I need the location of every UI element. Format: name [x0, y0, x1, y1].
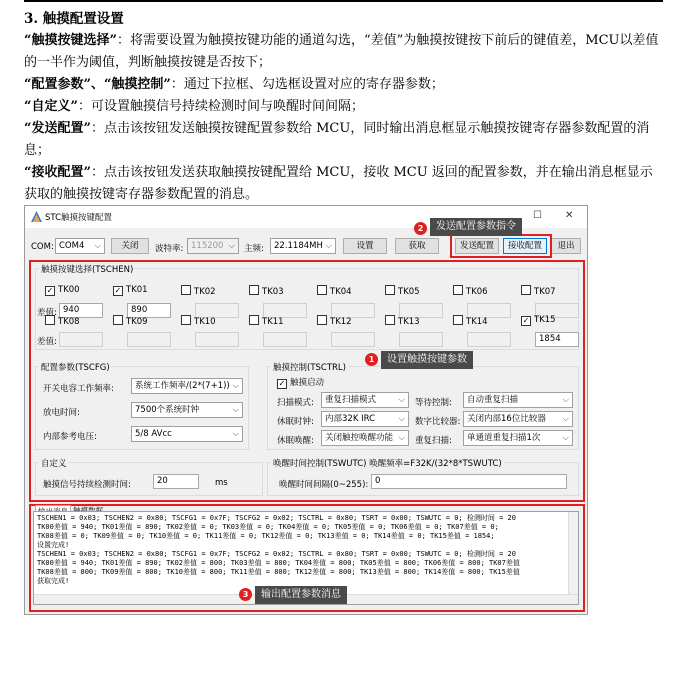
- para-key-select: [24, 30, 664, 74]
- wake-title: 唤醒时间控制(TSWUTC) 唤醒频率=F32K/(32*8*TSWUTC): [273, 459, 502, 469]
- key-checkbox-tk15[interactable]: [521, 315, 556, 326]
- key-checkbox-tk05[interactable]: [385, 285, 420, 297]
- checkbox-empty-icon: [181, 315, 191, 325]
- vref-select[interactable]: [131, 426, 243, 442]
- sleep-wake-value: 关闭触控唤醒功能: [325, 433, 394, 443]
- key-label: TK08: [58, 317, 80, 327]
- vref-label: 内部参考电压:: [43, 432, 97, 442]
- touch-enable-label: 触摸启动: [290, 378, 325, 388]
- wait-ctrl-value: 自动重复扫描: [467, 395, 519, 405]
- para-key-select-text: ：将需要设置为触摸按键功能的通道勾选，“差值”为触摸按键按下前后的键值差，MCU以差值的一半作为阈值，判断触摸按键是否按下；: [24, 33, 659, 70]
- key-label: TK07: [534, 287, 556, 297]
- repeat-scan-value: 单通道重复扫描1次: [467, 433, 541, 443]
- exit-button[interactable]: 退出: [551, 238, 581, 254]
- sleep-clock-select[interactable]: [321, 411, 409, 427]
- repeat-scan-label: 重复扫描:: [415, 436, 452, 446]
- vertical-scrollbar[interactable]: [568, 512, 578, 594]
- checkbox-checked-icon: ✓: [46, 286, 54, 295]
- callout-2: 发送配置参数指令: [430, 218, 522, 236]
- diff-input-tk11[interactable]: [263, 332, 307, 347]
- discharge-value: 7500个系统时钟: [135, 405, 200, 415]
- checkbox-empty-icon: [521, 285, 531, 295]
- para-send: [24, 118, 664, 162]
- key-label: TK14: [466, 317, 488, 327]
- key-label: TK02: [194, 287, 216, 297]
- repeat-scan-select[interactable]: [463, 430, 573, 446]
- checkbox-empty-icon: [317, 315, 327, 325]
- para-recv-term: “接收配置”: [24, 165, 91, 180]
- scan-mode-select[interactable]: [321, 392, 409, 408]
- diff-label-row1: 差值:: [37, 308, 57, 318]
- checkbox-checked-icon: ✓: [522, 316, 530, 325]
- key-label: TK11: [262, 317, 284, 327]
- callout-3: 输出配置参数消息: [255, 586, 347, 604]
- key-checkbox-tk04[interactable]: [317, 285, 352, 297]
- baud-select[interactable]: [187, 238, 239, 254]
- set-button[interactable]: 设置: [343, 238, 387, 254]
- checkbox-empty-icon: [453, 285, 463, 295]
- sleep-wake-label: 休眠唤醒:: [277, 436, 314, 446]
- app-window: [24, 205, 588, 615]
- diff-input-tk13[interactable]: [399, 332, 443, 347]
- log-line: TK08差值 = 0; TK09差值 = 0; TK10差值 = 0; TK11差值 = 0; TK12差值 = 0; TK13差值 = 0; TK14差值 = 0; TK15差值 = 1854;: [37, 532, 495, 540]
- para-config-text: ：通过下拉框、勾选框设置对应的寄存器参数；: [170, 77, 444, 92]
- diff-input-tk09[interactable]: [127, 332, 171, 347]
- key-label: TK10: [194, 317, 216, 327]
- freq-label: 主频:: [244, 244, 264, 254]
- get-button[interactable]: 获取: [395, 238, 439, 254]
- sleep-clock-label: 休眠时钟:: [277, 417, 314, 427]
- key-checkbox-tk10[interactable]: [181, 315, 216, 327]
- window-title: STC触摸按键配置: [45, 213, 113, 223]
- wake-interval-input[interactable]: 0: [371, 474, 567, 489]
- key-label: TK00: [58, 285, 80, 295]
- close-port-button[interactable]: 关闭: [111, 238, 149, 254]
- key-label: TK12: [330, 317, 352, 327]
- log-line: TK00差值 = 940; TK01差值 = 890; TK02差值 = 800; TK03差值 = 800; TK04差值 = 800; TK05差值 = 800; TK06差值 = 800; TK07差值: [37, 559, 520, 567]
- log-line: TSCHEN1 = 0x03; TSCHEN2 = 0x80; TSCFG1 = 0x7F; TSCFG2 = 0x02; TSCTRL = 0x80; TSRT = 0x00; TSWUTC = 0; 检测时间 = 20: [37, 550, 516, 558]
- freq-select[interactable]: [270, 238, 336, 254]
- para-config: [24, 74, 664, 96]
- comparator-label: 数字比较器:: [415, 417, 461, 427]
- diff-input-tk01[interactable]: 890: [127, 303, 171, 318]
- callout-3-badge: 3: [239, 588, 252, 601]
- diff-input-tk14[interactable]: [467, 332, 511, 347]
- sleep-wake-select[interactable]: [321, 430, 409, 446]
- chevron-down-icon: ⌵: [562, 433, 569, 443]
- key-checkbox-tk06[interactable]: [453, 285, 488, 297]
- diff-input-tk15[interactable]: 1854: [535, 332, 579, 347]
- diff-label-row2: 差值:: [37, 337, 57, 347]
- callout-2-badge: 2: [414, 222, 427, 235]
- log-line: 获取完成!: [37, 577, 70, 585]
- key-label: TK03: [262, 287, 284, 297]
- log-lines: [37, 514, 575, 586]
- key-label: TK04: [330, 287, 352, 297]
- key-select-title: 触摸按键选择(TSCHEN): [41, 265, 134, 275]
- checkbox-checked-icon: ✓: [114, 286, 122, 295]
- diff-input-tk10[interactable]: [195, 332, 239, 347]
- para-config-term: “配置参数”、“触摸控制”: [24, 77, 171, 92]
- chevron-down-icon: ⌵: [398, 414, 405, 424]
- key-checkbox-tk11[interactable]: [249, 315, 284, 327]
- detect-time-input[interactable]: 20: [153, 474, 199, 489]
- send-config-button[interactable]: 发送配置: [455, 238, 499, 254]
- com-label: COM:: [31, 242, 54, 252]
- touch-enable-checkbox[interactable]: [277, 376, 324, 389]
- document-text: [24, 8, 664, 206]
- chevron-down-icon: ⌵: [232, 429, 239, 439]
- key-checkbox-tk01[interactable]: [113, 285, 148, 296]
- comparator-select[interactable]: [463, 411, 573, 427]
- callout-1: 设置触摸按键参数: [381, 351, 473, 369]
- control-title: 触摸控制(TSCTRL): [273, 363, 346, 373]
- wait-ctrl-label: 等待控制:: [415, 398, 452, 408]
- log-line: TSCHEN1 = 0x03; TSCHEN2 = 0x80; TSCFG1 = 0x7F; TSCFG2 = 0x02; TSCTRL = 0x80; TSRT = 0x00; TSWUTC = 0; 检测时间 = 20: [37, 514, 516, 522]
- para-custom-term: “自定义”: [24, 99, 78, 114]
- config-title: 配置参数(TSCFG): [41, 363, 110, 373]
- chevron-down-icon: ⌵: [325, 241, 332, 251]
- key-label: TK01: [126, 285, 148, 295]
- checkbox-empty-icon: [385, 285, 395, 295]
- cap-freq-value: 系统工作频率/(2*(7+1)): [135, 381, 230, 391]
- wake-interval-label: 唤醒时间间隔(0~255):: [279, 480, 369, 490]
- checkbox-empty-icon: [317, 285, 327, 295]
- recv-config-button[interactable]: 接收配置: [503, 238, 547, 254]
- chevron-down-icon: ⌵: [94, 241, 101, 251]
- key-checkbox-tk09[interactable]: [113, 315, 148, 327]
- sleep-clock-value: 内部32K IRC: [325, 414, 376, 424]
- checkbox-checked-icon: ✓: [278, 379, 286, 388]
- key-checkbox-tk02[interactable]: [181, 285, 216, 297]
- chevron-down-icon: ⌵: [232, 381, 239, 391]
- close-icon[interactable]: ✕: [565, 210, 574, 221]
- checkbox-empty-icon: [181, 285, 191, 295]
- para-custom: [24, 96, 664, 118]
- com-select[interactable]: [55, 238, 105, 254]
- key-label: TK06: [466, 287, 488, 297]
- baud-value: 115200: [191, 241, 224, 251]
- log-line: TK00差值 = 940; TK01差值 = 890; TK02差值 = 0; TK03差值 = 0; TK04差值 = 0; TK05差值 = 0; TK06差值 = 0; TK07差值 = 0;: [37, 523, 499, 531]
- scan-mode-value: 重复扫描模式: [325, 395, 377, 405]
- discharge-label: 放电时间:: [43, 408, 80, 418]
- para-custom-text: ：可设置触摸信号持续检测时间与唤醒时间间隔；: [77, 99, 364, 114]
- checkbox-empty-icon: [113, 315, 123, 325]
- chevron-down-icon: ⌵: [232, 405, 239, 415]
- para-key-select-term: “触摸按键选择”: [24, 33, 117, 48]
- para-send-text: ：点击该按钮发送触摸按键配置参数给 MCU，同时输出消息框显示触摸按键寄存器参数配置的消息；: [24, 121, 650, 158]
- key-label: TK13: [398, 317, 420, 327]
- key-checkbox-tk07[interactable]: [521, 285, 556, 297]
- log-line: 设置完成!: [37, 541, 70, 549]
- chevron-down-icon: ⌵: [562, 395, 569, 405]
- app-icon: [31, 211, 42, 222]
- detect-time-label: 触摸信号持续检测时间:: [43, 480, 131, 490]
- scan-mode-label: 扫描模式:: [277, 398, 314, 408]
- callout-1-badge: 1: [365, 353, 378, 366]
- cap-freq-label: 开关电容工作频率:: [43, 384, 114, 394]
- section-heading: 3. 触摸配置设置: [24, 11, 124, 27]
- chevron-down-icon: ⌵: [398, 433, 405, 443]
- key-checkbox-tk03[interactable]: [249, 285, 284, 297]
- vref-value: 5/8 AVcc: [135, 429, 172, 439]
- comparator-value: 关闭内部16位比较器: [467, 414, 546, 424]
- discharge-select[interactable]: [131, 402, 243, 418]
- diff-input-tk12[interactable]: [331, 332, 375, 347]
- detect-time-unit: ms: [215, 478, 228, 488]
- checkbox-empty-icon: [249, 285, 259, 295]
- freq-value: 22.1184MH: [274, 241, 323, 251]
- checkbox-empty-icon: [249, 315, 259, 325]
- chevron-down-icon: ⌵: [398, 395, 405, 405]
- baud-label: 波特率:: [155, 244, 184, 254]
- key-checkbox-tk13[interactable]: [385, 315, 420, 327]
- key-checkbox-tk12[interactable]: [317, 315, 352, 327]
- para-recv-text: ：点击该按钮发送获取触摸按键配置给 MCU，接收 MCU 返回的配置参数，并在输出消息框显示获取的触摸按键寄存器参数配置的消息。: [24, 165, 653, 202]
- key-label: TK09: [126, 317, 148, 327]
- log-line: TK08差值 = 800; TK09差值 = 800; TK10差值 = 800; TK11差值 = 800; TK12差值 = 800; TK13差值 = 800; TK14差值 = 800; TK15差值: [37, 568, 520, 576]
- com-value: COM4: [59, 241, 85, 251]
- top-rule: [24, 0, 663, 2]
- key-checkbox-tk14[interactable]: [453, 315, 488, 327]
- checkbox-empty-icon: [385, 315, 395, 325]
- chevron-down-icon: ⌵: [562, 414, 569, 424]
- key-label: TK05: [398, 287, 420, 297]
- key-checkbox-tk00[interactable]: [45, 285, 80, 296]
- wait-ctrl-select[interactable]: [463, 392, 573, 408]
- cap-freq-select[interactable]: [131, 378, 243, 394]
- para-send-term: “发送配置”: [24, 121, 91, 136]
- maximize-icon[interactable]: ☐: [533, 210, 542, 221]
- key-label: TK15: [534, 315, 556, 325]
- diff-input-tk00[interactable]: 940: [59, 303, 103, 318]
- para-recv: [24, 162, 664, 206]
- chevron-down-icon: ⌵: [228, 241, 235, 251]
- send-recv-highlight: [450, 234, 552, 258]
- diff-input-tk08[interactable]: [59, 332, 103, 347]
- custom-title: 自定义: [41, 459, 67, 469]
- checkbox-empty-icon: [453, 315, 463, 325]
